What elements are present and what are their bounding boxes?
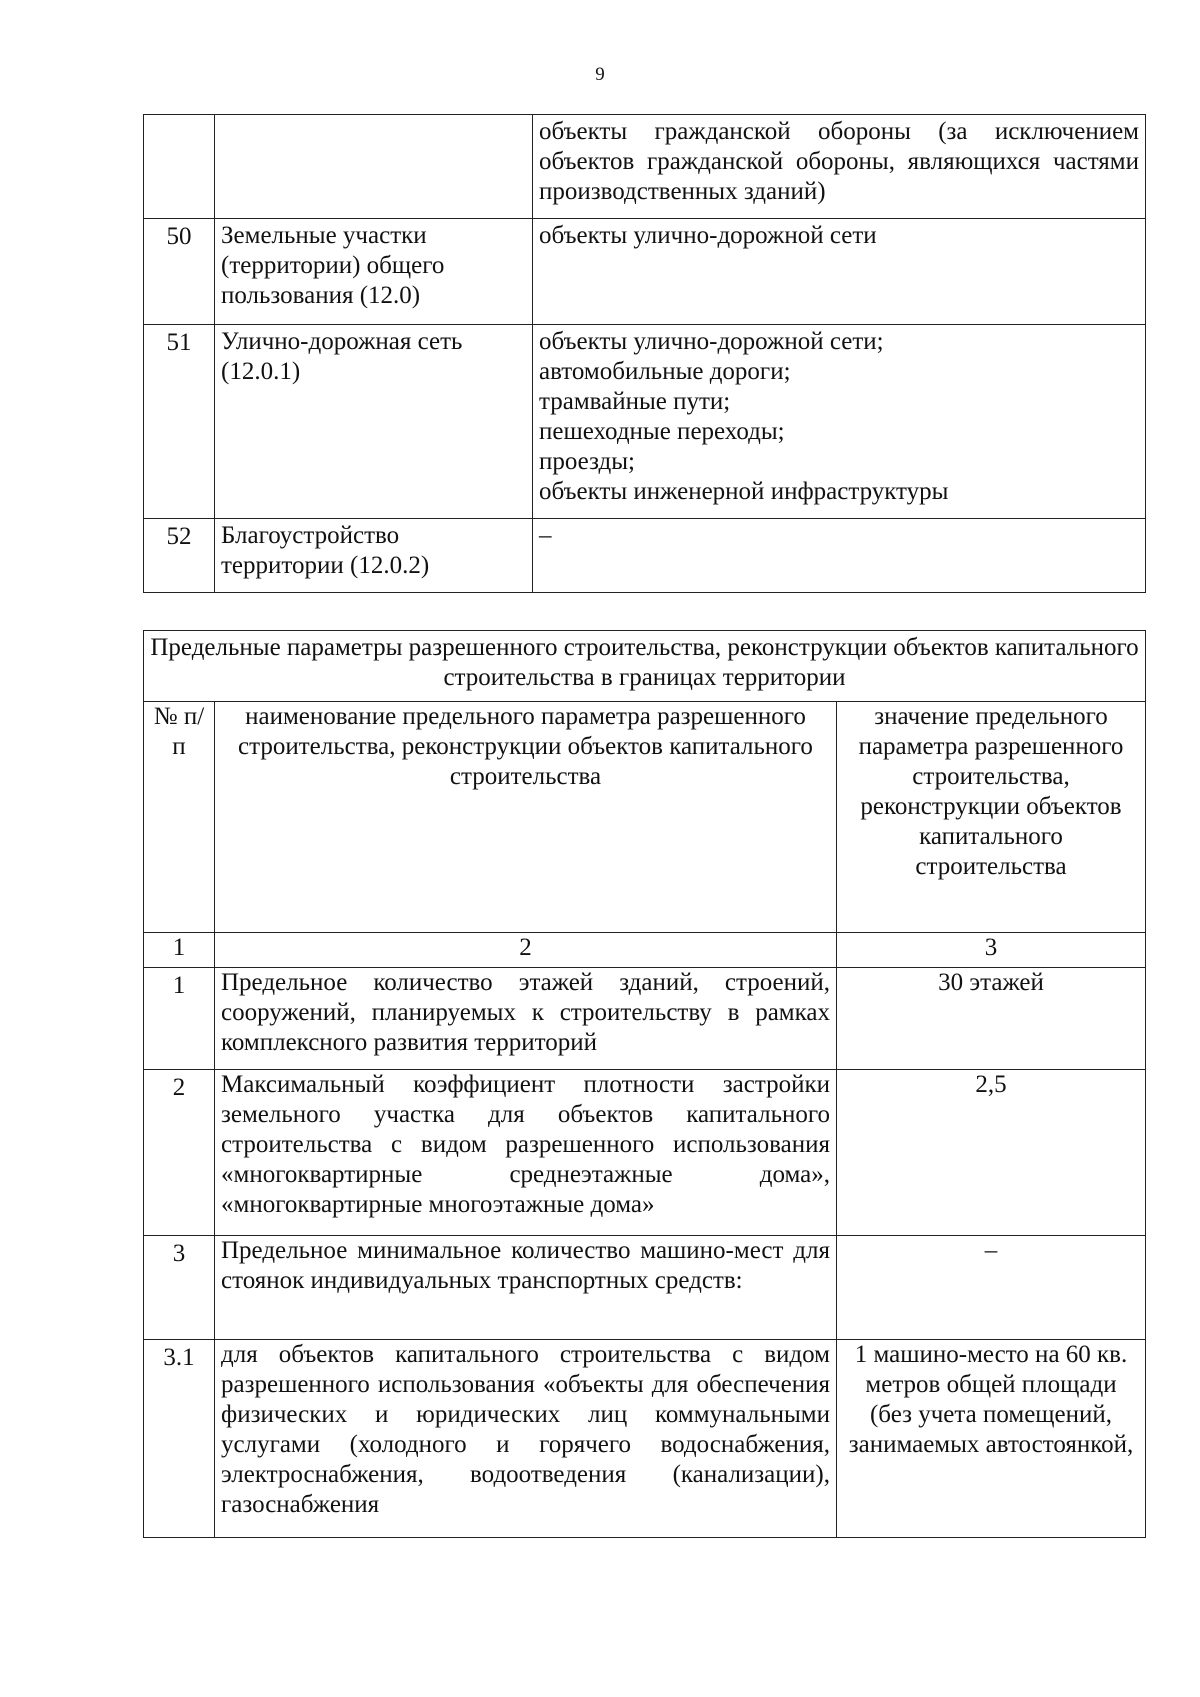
row-number: 2	[144, 1070, 215, 1236]
column-number-3: 3	[837, 933, 1146, 968]
row-number: 3.1	[144, 1340, 215, 1538]
table-row	[144, 968, 1146, 1070]
table-row	[144, 519, 1146, 593]
column-number-1: 1	[144, 933, 215, 968]
row-number: 3	[144, 1236, 215, 1340]
land-use-type-line: Улично-дорожная сеть	[221, 328, 463, 355]
land-use-objects-table	[143, 114, 1146, 593]
permitted-objects	[533, 115, 1146, 219]
permitted-object-line: объекты инженерной инфраструктуры	[539, 478, 949, 505]
parameter-name: Предельное количество этажей зданий, строений, сооружений, планируемых к строительству в рамках комплексного развития территорий	[215, 968, 837, 1070]
land-use-type-line: Благоустройство	[221, 522, 400, 549]
parameter-name: для объектов капитального строительства с видом разрешенного использования «объекты для обеспечения физических и юридических лиц коммунальными услугами (холодного и горячего водоснабжения, электроснабжения, водоотведения (канализации), газоснабжения	[215, 1340, 837, 1538]
table-row	[144, 219, 1146, 325]
permitted-object-line: пешеходные переходы;	[539, 418, 785, 445]
header-number: № п/п	[144, 702, 215, 933]
permitted-object-line: проезды;	[539, 448, 635, 475]
table-row	[144, 1070, 1146, 1236]
land-use-type	[215, 115, 533, 219]
permitted-objects	[533, 219, 1146, 325]
header-parameter-name: наименование предельного параметра разрешенного строительства, реконструкции объектов капитального строительства	[215, 702, 837, 933]
parameter-value: –	[837, 1236, 1146, 1340]
parameter-name: Максимальный коэффициент плотности застройки земельного участка для объектов капитального строительства с видом разрешенного использования «многоквартирные среднеэтажные дома», «многоквартирные многоэтажные дома»	[215, 1070, 837, 1236]
permitted-object-line: автомобильные дороги;	[539, 358, 791, 385]
table-row	[144, 115, 1146, 219]
header-parameter-value: значение предельного параметра разрешенного строительства, реконструкции объектов капитального строительства	[837, 702, 1146, 933]
row-number: 51	[144, 325, 215, 519]
row-number: 52	[144, 519, 215, 593]
page-number: 9	[595, 64, 605, 85]
permitted-object-line: трамвайные пути;	[539, 388, 731, 415]
permitted-object-line: –	[539, 522, 552, 549]
land-use-type-line: (территории) общего	[221, 252, 445, 279]
table-row	[144, 1236, 1146, 1340]
row-number	[144, 115, 215, 219]
land-use-type	[215, 219, 533, 325]
permitted-objects	[533, 325, 1146, 519]
row-number: 50	[144, 219, 215, 325]
table-row	[144, 1340, 1146, 1538]
permitted-object-line: объекты улично-дорожной сети;	[539, 328, 884, 355]
land-use-type-line: пользования (12.0)	[221, 282, 421, 309]
parameter-value: 30 этажей	[837, 968, 1146, 1070]
parameter-value: 1 машино-место на 60 кв. метров общей площади (без учета помещений, занимаемых автостоянкой,	[837, 1340, 1146, 1538]
row-number: 1	[144, 968, 215, 1070]
column-number-2: 2	[215, 933, 837, 968]
table-row	[144, 325, 1146, 519]
permitted-object-line: объекты гражданской обороны (за исключением объектов гражданской обороны, являющихся частями производственных зданий)	[539, 118, 1139, 205]
table-title: Предельные параметры разрешенного строительства, реконструкции объектов капитального строительства в границах территории	[144, 631, 1146, 702]
land-use-type	[215, 519, 533, 593]
land-use-type	[215, 325, 533, 519]
permitted-object-line: объекты улично-дорожной сети	[539, 222, 877, 249]
land-use-type-line: территории (12.0.2)	[221, 552, 430, 579]
land-use-type-line: (12.0.1)	[221, 358, 301, 385]
permitted-objects	[533, 519, 1146, 593]
land-use-type-line: Земельные участки	[221, 222, 427, 249]
construction-parameters-table	[143, 630, 1146, 1538]
parameter-value: 2,5	[837, 1070, 1146, 1236]
parameter-name: Предельное минимальное количество машино-мест для стоянок индивидуальных транспортных средств:	[215, 1236, 837, 1340]
